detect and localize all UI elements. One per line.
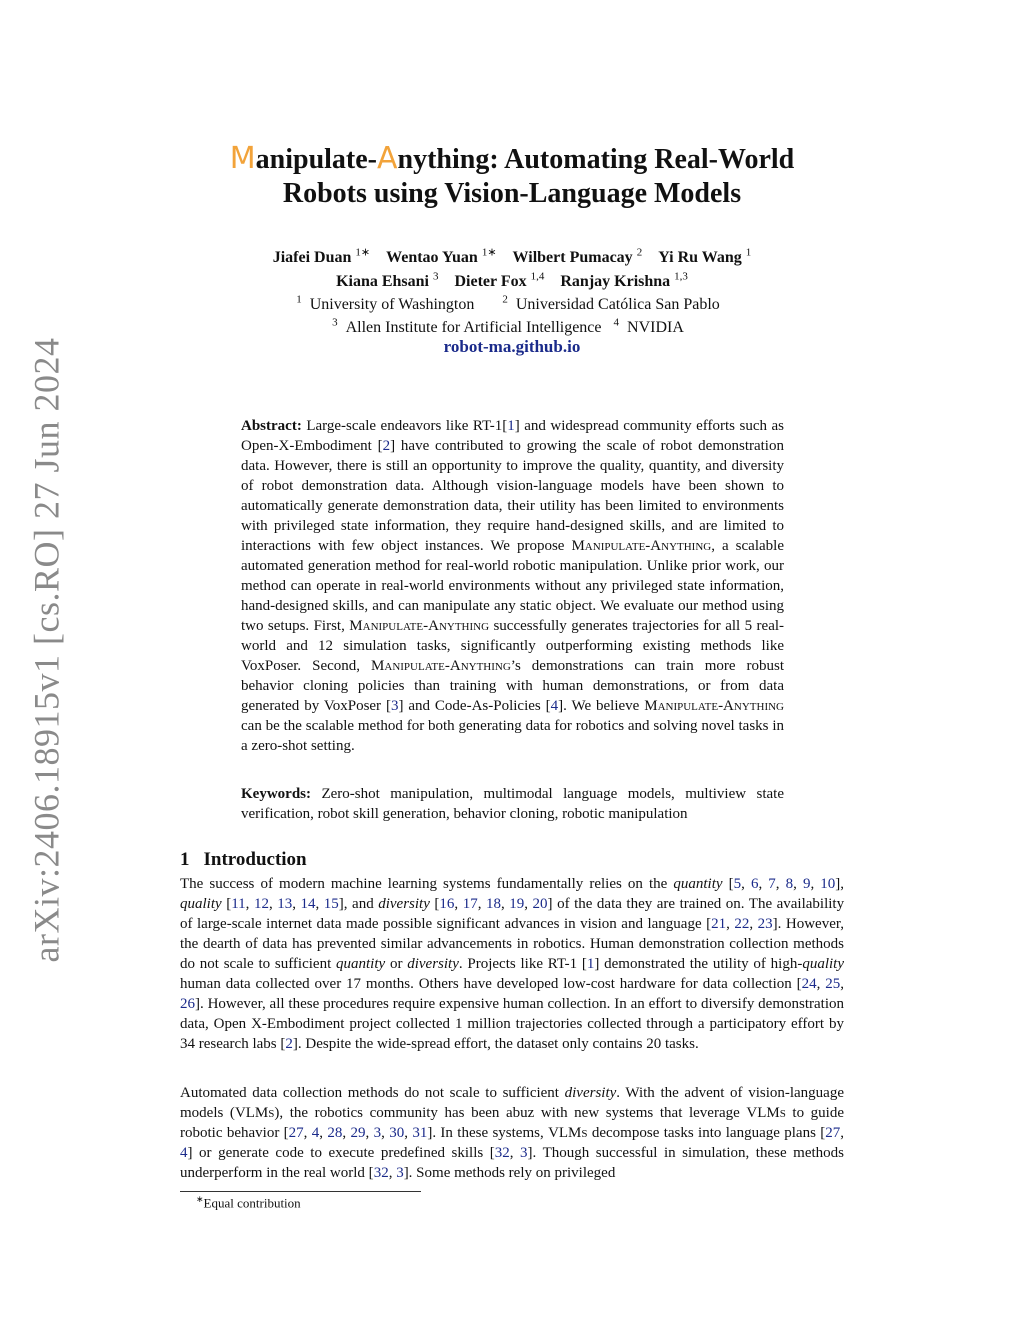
citation-link[interactable]: 1: [586, 956, 595, 972]
paper-title: [150, 142, 874, 211]
citation-link[interactable]: 15: [323, 896, 339, 912]
citation-link[interactable]: 30: [389, 1125, 405, 1141]
logo-m-icon: M: [229, 141, 256, 176]
citation-link[interactable]: 9: [802, 876, 811, 892]
footnote-divider: [180, 1191, 421, 1192]
affiliations-row-1: [150, 291, 874, 314]
citation-link[interactable]: 27: [288, 1125, 304, 1141]
logo-a-icon: A: [377, 141, 398, 176]
citation-link[interactable]: 27: [825, 1125, 841, 1141]
citation-link[interactable]: 22: [734, 916, 750, 932]
method-name: Manipulate-Anything: [371, 658, 511, 674]
citation-link[interactable]: 6: [750, 876, 759, 892]
affiliations-row-2: [150, 314, 874, 337]
title-line-2: Robots using Vision-Language Models: [282, 178, 742, 209]
author: Dieter Fox $^{1,4}$: [454, 270, 545, 290]
citation-link[interactable]: 32: [494, 1145, 510, 1161]
intro-paragraph-1: The success of modern machine learning systems fundamentally relies on the quantity [5, 6, 7, 8, 9, 10], quality [11, 12, 13, 14, 15], and diversity [16, 17, 18, 19, 20] of the data they are trained on. The availability of large-scale internet data made possible significant advances in vision and language [21, 22, 23]. However, the dearth of data has prevented similar advancements in robotics. Human demonstration collection methods do not scale to sufficient quantity or diversity. Projects like RT-1 [1] demonstrated the utility of high-quality human data collected over 17 months. Others have developed low-cost hardware for data collection [24, 25, 26]. However, all these procedures require expensive human collection. In an effort to diversify demonstration data, Open X-Embodiment project collected 1 million trajectories collected through a participatory effort by 34 research labs [2]. Despite the wide-spread effort, the dataset only contains 20 tasks.: [180, 876, 845, 1052]
citation-link[interactable]: 16: [439, 896, 455, 912]
keywords: Keywords: Zero-shot manipulation, multimodal language models, multiview state verification, robot skill generation, behavior cloning, robotic manipulation: [241, 786, 784, 822]
affiliation: $^1$ University of Washington: [296, 293, 475, 313]
footnote: ∗Equal contribution: [196, 1194, 301, 1211]
keywords-label: Keywords:: [241, 786, 311, 802]
citation-link[interactable]: 4: [311, 1125, 320, 1141]
citation-link[interactable]: 4: [550, 698, 559, 714]
intro-paragraph-2: Automated data collection methods do not scale to sufficient diversity. With the advent of vision-language models (VLMs), the robotics community has been abuz with new systems that leverage VLMs to guide robotic behavior [27, 4, 28, 29, 3, 30, 31]. In these systems, VLMs decompose tasks into language plans [27, 4] or generate code to execute predefined skills [32, 3]. Though successful in simulation, these methods underperform in the real world [32, 3]. Some methods rely on privileged: [180, 1085, 845, 1181]
method-name: Manipulate-Anything: [349, 618, 490, 634]
author: Wilbert Pumacay $^2$: [512, 247, 643, 267]
citation-link[interactable]: 4: [180, 1145, 188, 1161]
citation-link[interactable]: 18: [485, 896, 501, 912]
citation-link[interactable]: 23: [757, 916, 773, 932]
method-name: Manipulate-Anything: [644, 698, 784, 714]
method-name: Manipulate-Anything: [571, 538, 712, 554]
section-heading-introduction: 1 Introduction: [180, 849, 307, 870]
citation-link[interactable]: 19: [509, 896, 525, 912]
citation-link[interactable]: 3: [396, 1165, 404, 1181]
author-names-row-1: [150, 244, 874, 267]
arxiv-stamp: [26, 337, 67, 963]
affiliation: $^2$ Universidad Católica San Pablo: [502, 293, 720, 313]
citation-link[interactable]: 8: [785, 876, 794, 892]
citation-link[interactable]: 2: [382, 438, 391, 454]
title-line-1: Manipulate-Anything: Automating Real-World: [229, 141, 795, 176]
author: Jiafei Duan $^{1∗}$: [272, 247, 371, 267]
citation-link[interactable]: 21: [711, 916, 727, 932]
abstract-label: Abstract:: [241, 418, 302, 434]
citation-link[interactable]: 25: [825, 976, 841, 992]
author: Kiana Ehsani $^3$: [336, 270, 439, 290]
citation-link[interactable]: 14: [300, 896, 316, 912]
citation-link[interactable]: 29: [350, 1125, 366, 1141]
citation-link[interactable]: 24: [801, 976, 817, 992]
author: Ranjay Krishna $^{1,3}$: [560, 270, 688, 290]
citation-link[interactable]: 11: [231, 896, 246, 912]
arxiv-stamp-text: arXiv:2406.18915v1 [cs.RO] 27 Jun 2024: [26, 337, 67, 963]
author: Wentao Yuan $^{1∗}$: [386, 247, 497, 267]
citation-link[interactable]: 12: [253, 896, 269, 912]
citation-link[interactable]: 5: [733, 876, 742, 892]
citation-link[interactable]: 10: [820, 876, 836, 892]
citation-link[interactable]: 32: [373, 1165, 389, 1181]
abstract: Abstract: Large-scale endeavors like RT-1[1] and widespread community efforts such as Open-X-Embodiment [2] have contributed to growing the scale of robot demonstration data. However, there is still an opportunity to improve the quality, quantity, and diversity of robot demonstration data. Although vision-language models have been shown to automatically generate demonstration data, their utility has been limited to environments with privileged state information, they require hand-designed skills, and are limited to interactions with few object instances. We propose Manipulate-Anything, a scalable automated generation method for real-world robotic manipulation. Unlike prior work, our method can operate in real-world environments without any privileged state information, hand-designed skills, and can manipulate any static object. We evaluate our method using two setups. First, Manipulate-Anything successfully generates trajectories for all 5 real-world and 12 simulation tasks, significantly outperforming existing methods like VoxPoser. Second, Manipulate-Anything’s demonstrations can train more robust behavior cloning policies than training with human demonstrations, or from data generated by VoxPoser [3] and Code-As-Policies [4]. We believe Manipulate-Anything can be the scalable method for both generating data for robotics and solving novel tasks in a zero-shot setting.: [241, 418, 785, 754]
author: Yi Ru Wang $^1$: [658, 247, 752, 267]
author-block: [150, 244, 874, 337]
project-website-link[interactable]: robot-ma.github.io: [443, 337, 581, 356]
author-names-row-2: [150, 267, 874, 290]
citation-link[interactable]: 20: [532, 896, 548, 912]
citation-link[interactable]: 17: [462, 896, 478, 912]
citation-link[interactable]: 3: [520, 1145, 528, 1161]
citation-link[interactable]: 1: [507, 418, 515, 434]
affiliation: $^3$ Allen Institute for Artificial Intelligence $^4$ NVIDIA: [332, 316, 684, 337]
citation-link[interactable]: 26: [180, 996, 195, 1012]
citation-link[interactable]: 13: [277, 896, 293, 912]
citation-link[interactable]: 7: [768, 876, 776, 892]
citation-link[interactable]: 2: [285, 1036, 293, 1052]
citation-link[interactable]: 31: [412, 1125, 428, 1141]
citation-link[interactable]: 3: [373, 1125, 382, 1141]
citation-link[interactable]: 28: [327, 1125, 343, 1141]
citation-link[interactable]: 3: [390, 698, 399, 714]
